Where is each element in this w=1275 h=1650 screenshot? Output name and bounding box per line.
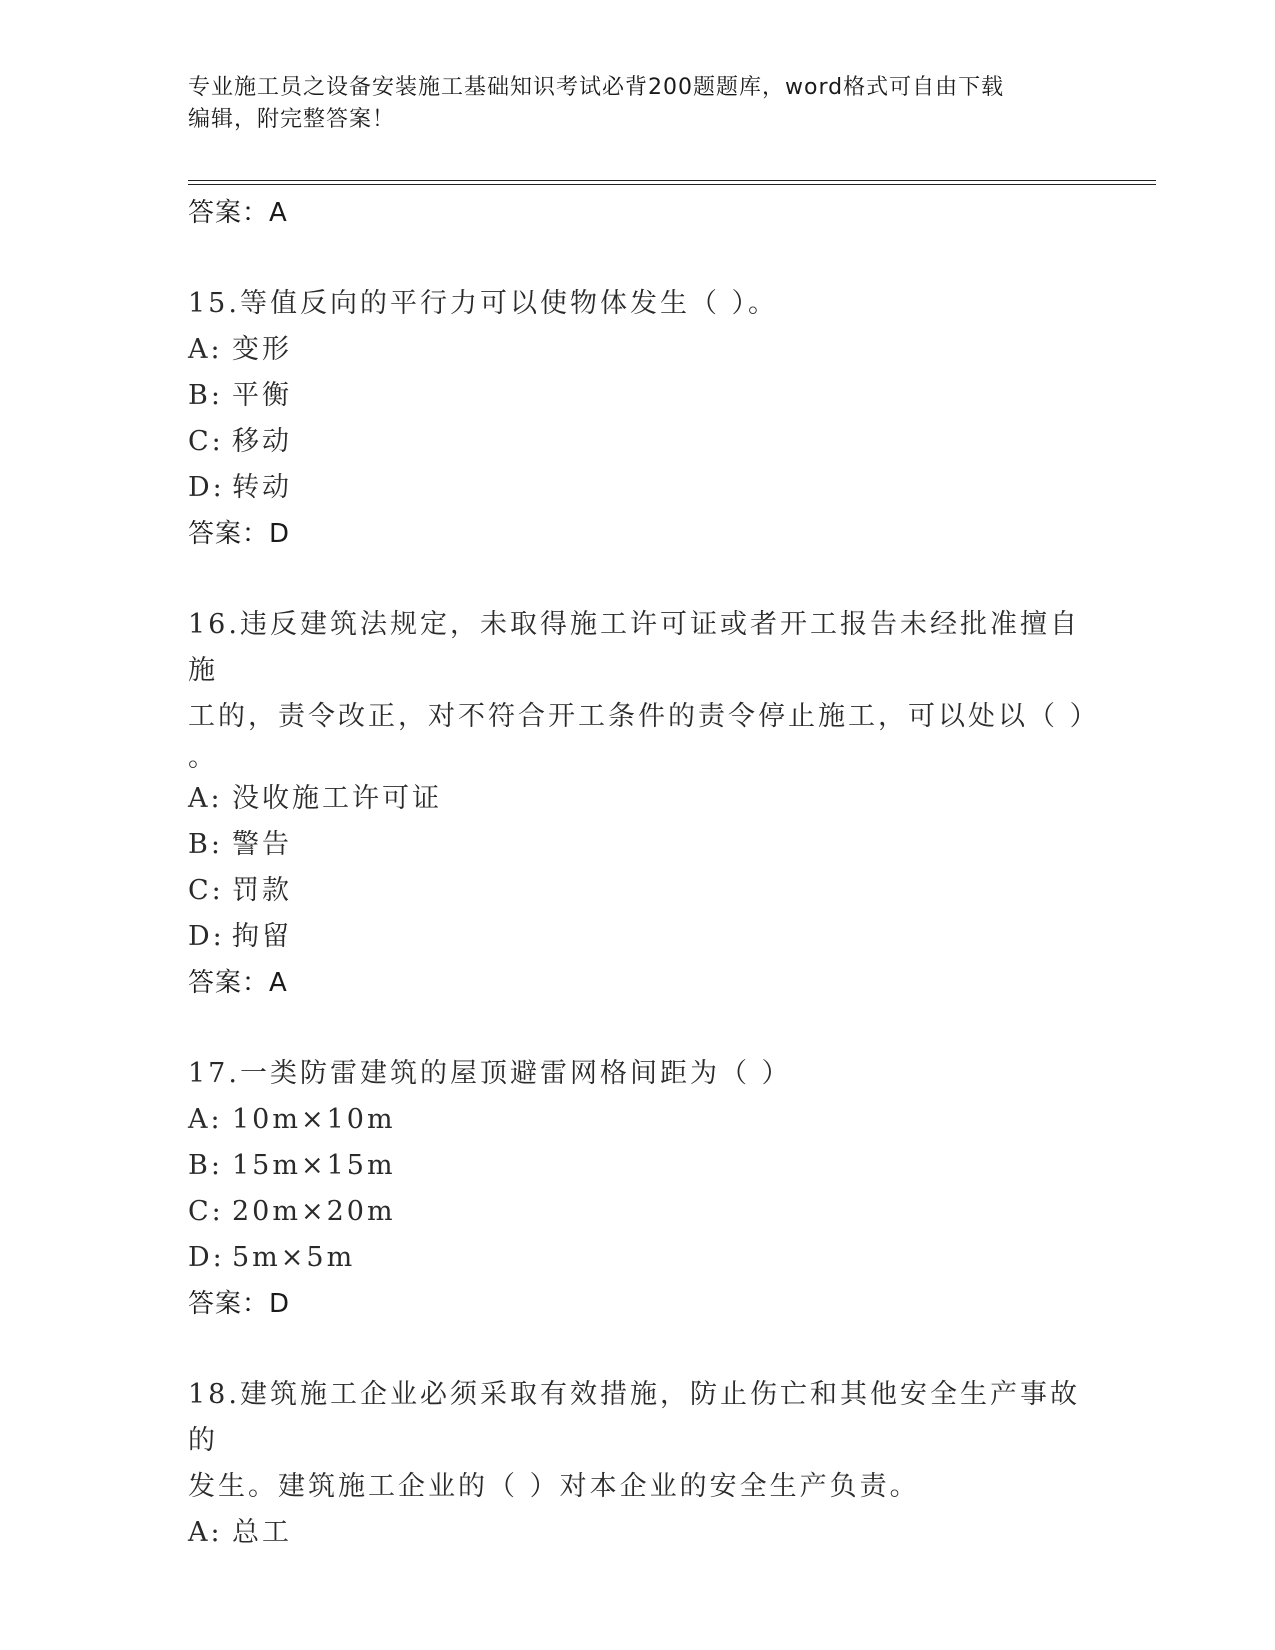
option-text: 移动 bbox=[232, 426, 292, 457]
option-text: 5m×5m bbox=[232, 1242, 356, 1273]
option-d bbox=[188, 1235, 1088, 1281]
option-c bbox=[188, 868, 1088, 914]
option-a bbox=[188, 776, 1088, 822]
option-letter: D: bbox=[188, 921, 225, 952]
question-text-line-2: 发生。建筑施工企业的（ ）对本企业的安全生产负责。 bbox=[188, 1471, 920, 1502]
option-text: 变形 bbox=[232, 334, 292, 365]
previous-answer: 答案：A bbox=[188, 198, 288, 228]
option-letter: A: bbox=[188, 1517, 223, 1548]
option-text: 平衡 bbox=[232, 380, 292, 411]
option-text: 警告 bbox=[232, 829, 292, 860]
question-block-18 bbox=[188, 1372, 1088, 1556]
question-text-line-1: 18.建筑施工企业必须采取有效措施，防止伤亡和其他安全生产事故的 bbox=[188, 1379, 1080, 1456]
option-text: 20m×20m bbox=[232, 1196, 396, 1227]
answer-line: 答案：D bbox=[188, 519, 291, 549]
spacer bbox=[188, 1327, 1088, 1372]
question-text-line-2: 工的，责令改正，对不符合开工条件的责令停止施工，可以处以（ ） bbox=[188, 701, 1100, 732]
question-text: 17.一类防雷建筑的屋顶避雷网格间距为（ ） bbox=[188, 1058, 792, 1089]
option-letter: B: bbox=[188, 1150, 223, 1181]
option-a bbox=[188, 1510, 1088, 1556]
option-letter: B: bbox=[188, 380, 223, 411]
option-a bbox=[188, 1097, 1088, 1143]
option-letter: D: bbox=[188, 1242, 225, 1273]
spacer bbox=[188, 557, 1088, 602]
option-b bbox=[188, 822, 1088, 868]
option-c bbox=[188, 419, 1088, 465]
page-content bbox=[188, 190, 1100, 1556]
question-text-line-3: 。 bbox=[188, 742, 215, 773]
option-letter: C: bbox=[188, 875, 224, 906]
option-text: 没收施工许可证 bbox=[232, 783, 442, 814]
option-letter: A: bbox=[188, 334, 223, 365]
option-letter: B: bbox=[188, 829, 223, 860]
page-header bbox=[188, 72, 1088, 136]
option-letter: A: bbox=[188, 783, 223, 814]
option-b bbox=[188, 373, 1088, 419]
option-letter: A: bbox=[188, 1104, 223, 1135]
header-divider-top bbox=[188, 180, 1156, 181]
option-text: 总工 bbox=[232, 1517, 292, 1548]
option-text: 罚款 bbox=[232, 875, 292, 906]
option-b bbox=[188, 1143, 1088, 1189]
option-a bbox=[188, 327, 1088, 373]
header-divider-bottom bbox=[188, 184, 1156, 185]
spacer bbox=[188, 1006, 1088, 1051]
question-text: 15.等值反向的平行力可以使物体发生（ ）。 bbox=[188, 288, 779, 319]
header-line-1: 专业施工员之设备安装施工基础知识考试必背200题题库，word格式可自由下载 bbox=[188, 75, 1005, 100]
option-c bbox=[188, 1189, 1088, 1235]
spacer bbox=[188, 236, 1088, 281]
option-text: 10m×10m bbox=[232, 1104, 396, 1135]
option-d bbox=[188, 465, 1088, 511]
option-text: 转动 bbox=[232, 472, 292, 503]
question-block-17 bbox=[188, 1051, 1088, 1327]
header-line-2: 编辑，附完整答案！ bbox=[188, 107, 396, 132]
option-text: 拘留 bbox=[232, 921, 292, 952]
question-text-line-1: 16.违反建筑法规定，未取得施工许可证或者开工报告未经批准擅自施 bbox=[188, 609, 1080, 686]
option-letter: D: bbox=[188, 472, 225, 503]
option-text: 15m×15m bbox=[232, 1150, 396, 1181]
option-letter: C: bbox=[188, 426, 224, 457]
answer-line: 答案：D bbox=[188, 1289, 291, 1319]
option-d bbox=[188, 914, 1088, 960]
answer-line: 答案：A bbox=[188, 968, 288, 998]
option-letter: C: bbox=[188, 1196, 224, 1227]
question-block-15 bbox=[188, 281, 1088, 557]
question-block-16 bbox=[188, 602, 1100, 1006]
